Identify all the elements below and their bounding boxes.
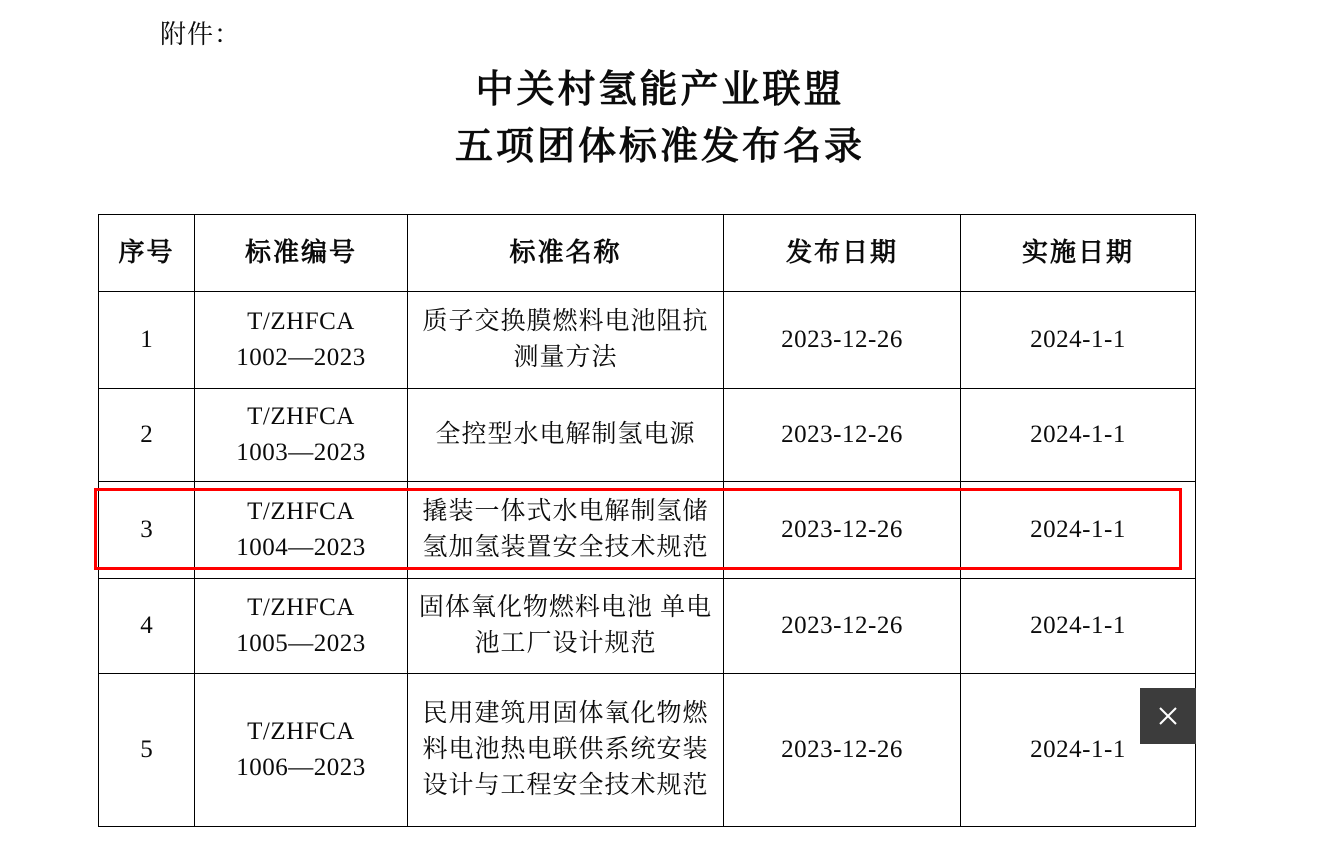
cell-publish-date: 2023-12-26: [724, 389, 961, 482]
cell-effective-date: 2024-1-1: [961, 674, 1196, 827]
cell-effective-date: 2024-1-1: [961, 482, 1196, 579]
cell-code-line-2: 1004—2023: [236, 534, 366, 561]
cell-publish-date: 2023-12-26: [724, 579, 961, 674]
cell-code: [195, 389, 408, 482]
standards-table: [98, 214, 1196, 827]
cell-code: [195, 674, 408, 827]
table-row: [99, 389, 1196, 482]
cell-index: 4: [99, 579, 195, 674]
cell-name: 全控型水电解制氢电源: [408, 389, 724, 482]
table-header-row: [99, 215, 1196, 292]
close-icon: [1155, 703, 1181, 729]
cell-index: 1: [99, 292, 195, 389]
page-title: [0, 62, 1320, 176]
page-title-line-2: 五项团体标准发布名录: [454, 126, 865, 168]
cell-publish-date: 2023-12-26: [724, 674, 961, 827]
cell-code-line-1: T/ZHFCA: [247, 497, 355, 525]
cell-name: 撬装一体式水电解制氢储氢加氢装置安全技术规范: [408, 482, 724, 579]
cell-effective-date: 2024-1-1: [961, 389, 1196, 482]
column-header-publish-date: 发布日期: [724, 215, 961, 292]
cell-code: [195, 579, 408, 674]
cell-index: 3: [99, 482, 195, 579]
table-row: [99, 674, 1196, 827]
cell-code-line-2: 1006—2023: [236, 754, 366, 781]
cell-name: 民用建筑用固体氧化物燃料电池热电联供系统安装设计与工程安全技术规范: [408, 674, 724, 827]
cell-code-line-2: 1005—2023: [236, 630, 366, 657]
standards-table-container: [98, 214, 1195, 827]
cell-code: [195, 292, 408, 389]
cell-code-line-1: T/ZHFCA: [247, 402, 355, 430]
cell-publish-date: 2023-12-26: [724, 292, 961, 389]
cell-effective-date: 2024-1-1: [961, 579, 1196, 674]
column-header-index: 序号: [99, 215, 195, 292]
cell-name: 固体氧化物燃料电池 单电池工厂设计规范: [408, 579, 724, 674]
close-button[interactable]: [1140, 688, 1196, 744]
cell-code-line-1: T/ZHFCA: [247, 307, 355, 335]
cell-index: 2: [99, 389, 195, 482]
table-row-highlighted: [99, 482, 1196, 579]
cell-publish-date: 2023-12-26: [724, 482, 961, 579]
cell-name: 质子交换膜燃料电池阻抗测量方法: [408, 292, 724, 389]
table-row: [99, 292, 1196, 389]
cell-code-line-1: T/ZHFCA: [247, 593, 355, 621]
table-row: [99, 579, 1196, 674]
column-header-effective-date: 实施日期: [961, 215, 1196, 292]
page-title-line-1: 中关村氢能产业联盟: [475, 69, 845, 111]
cell-index: 5: [99, 674, 195, 827]
column-header-code: 标准编号: [195, 215, 408, 292]
cell-code-line-2: 1002—2023: [236, 344, 366, 371]
cell-code-line-1: T/ZHFCA: [247, 717, 355, 745]
attachment-label: 附件：: [160, 20, 242, 49]
cell-code-line-2: 1003—2023: [236, 439, 366, 466]
column-header-name: 标准名称: [408, 215, 724, 292]
cell-code: [195, 482, 408, 579]
cell-effective-date: 2024-1-1: [961, 292, 1196, 389]
